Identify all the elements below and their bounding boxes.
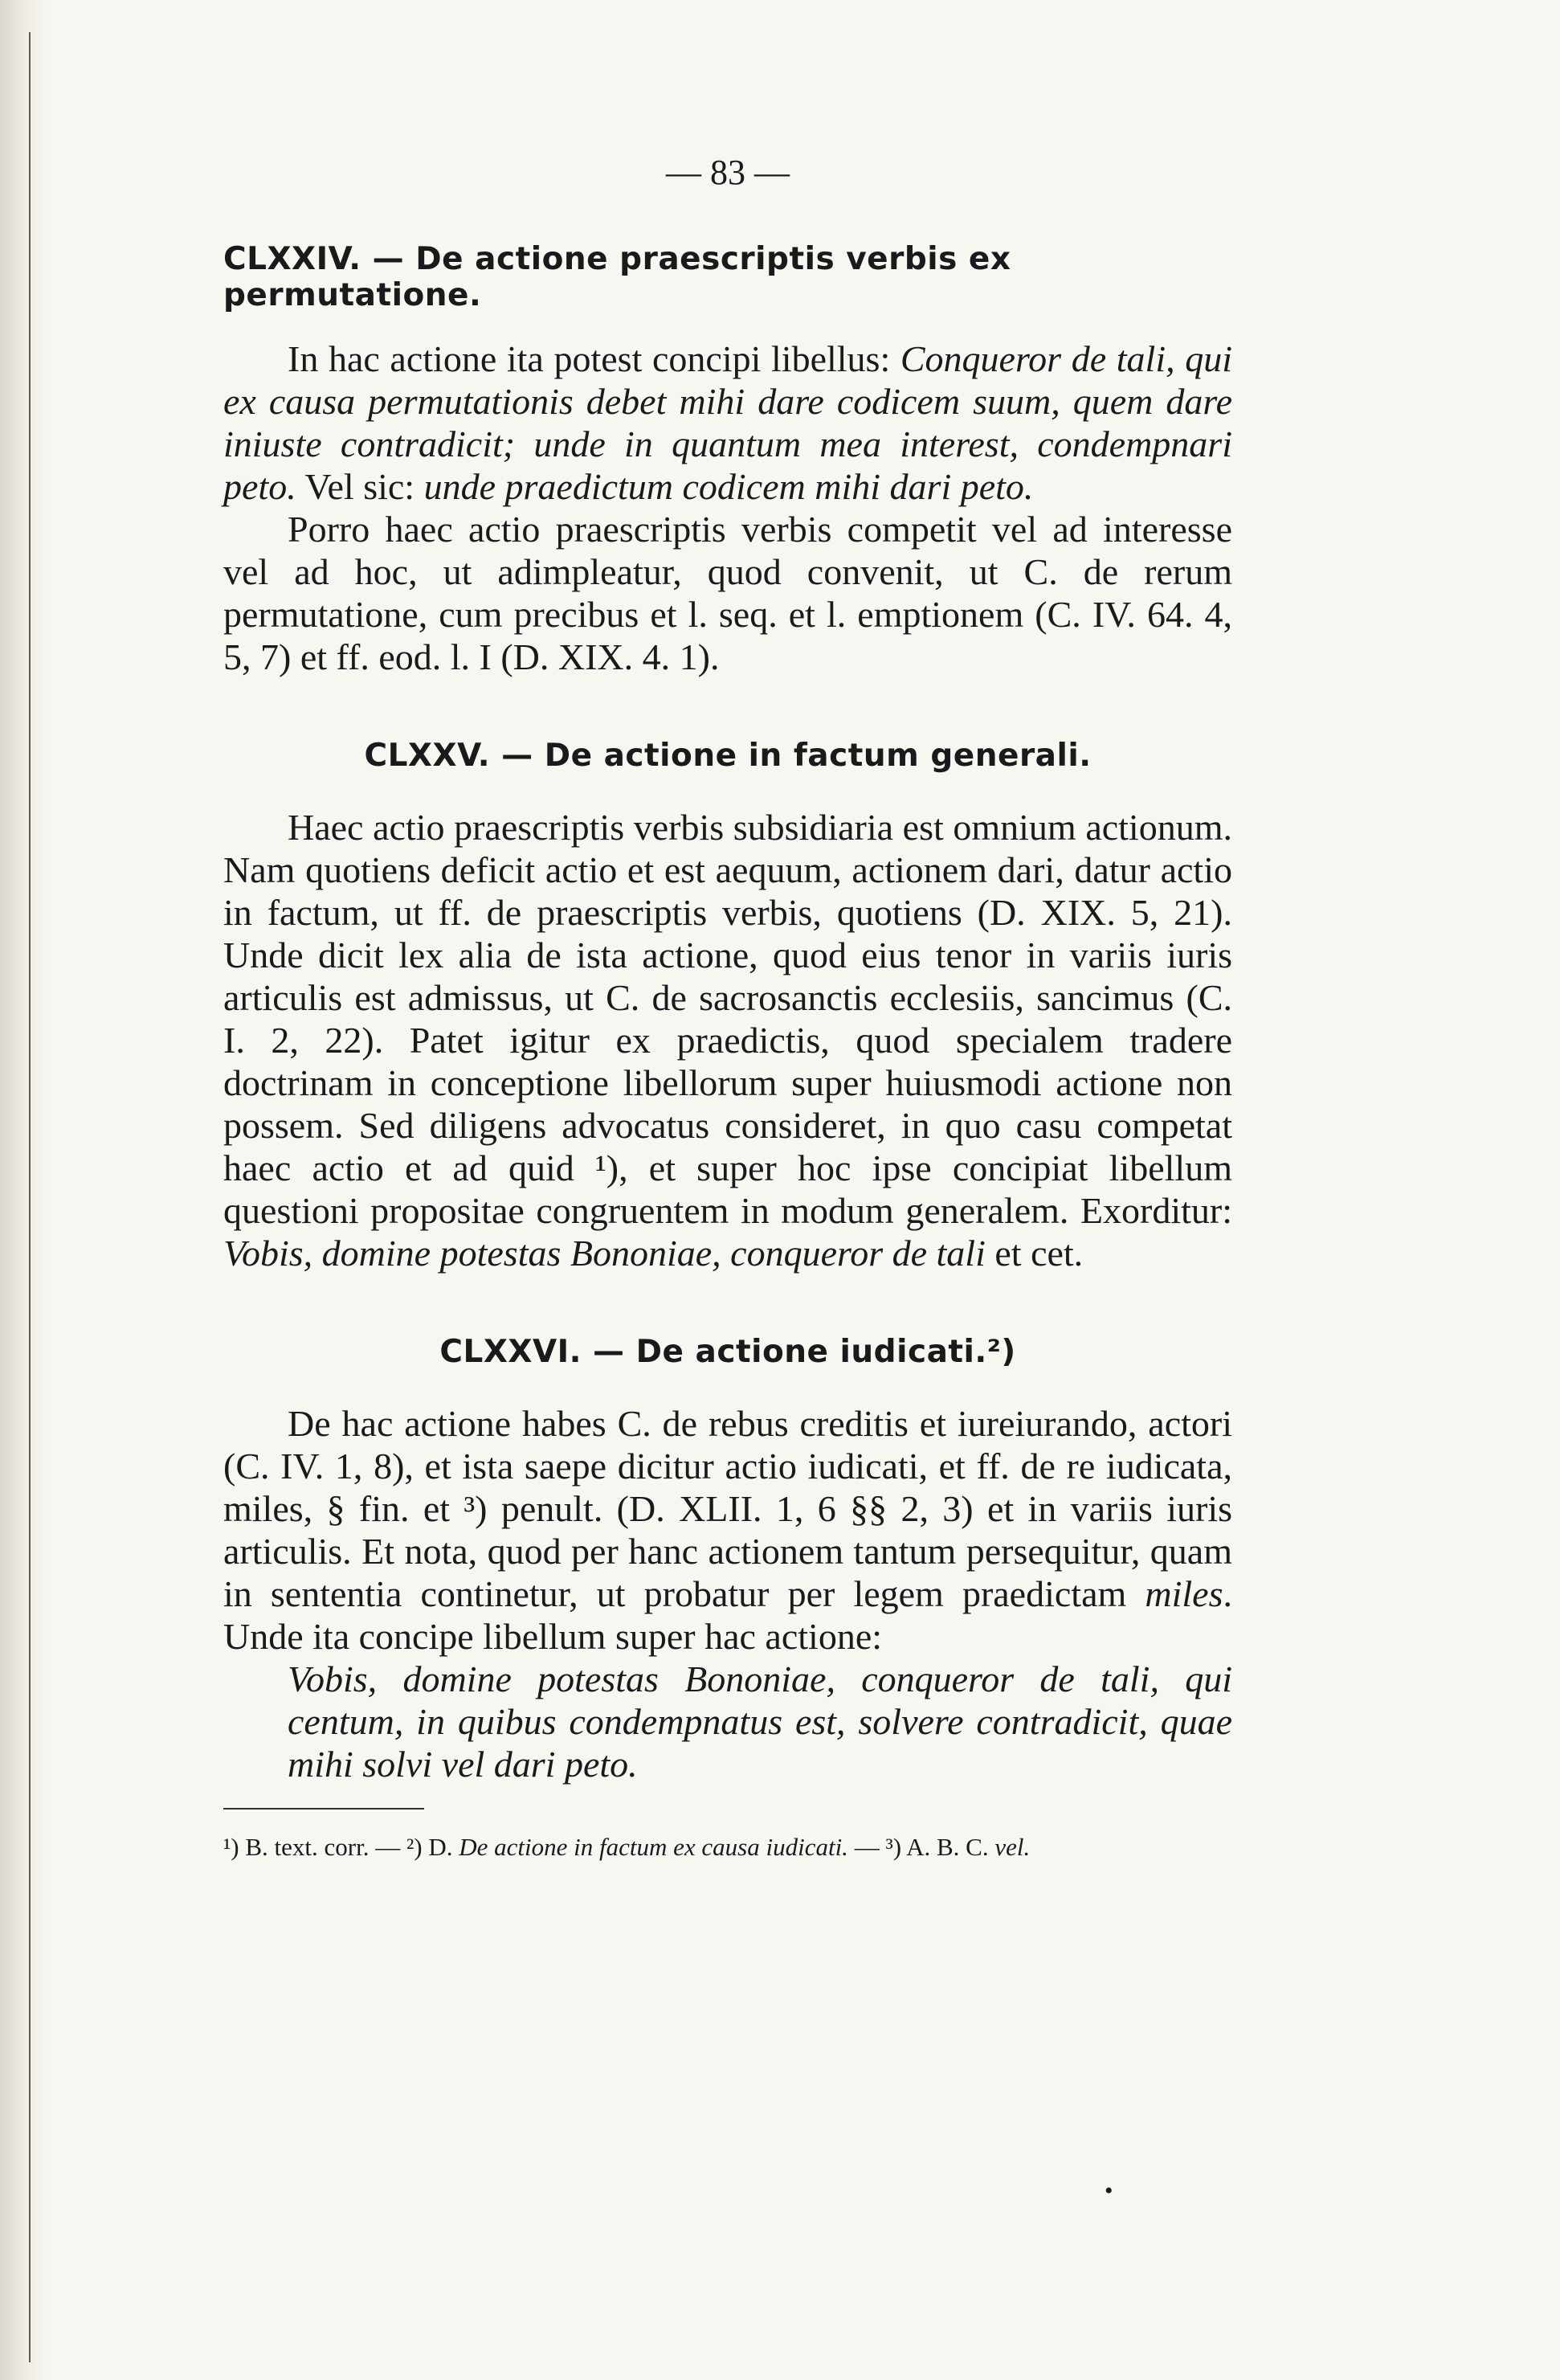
section-clxxiv — [223, 241, 1232, 678]
section-clxxv — [223, 738, 1232, 1274]
footnotes — [223, 1808, 1232, 1867]
footnote-3-italic: vel. — [994, 1833, 1031, 1861]
formula-italic: Vobis, domine potestas Bononiae, conqueror de tali — [223, 1233, 986, 1274]
paragraph-clxxvi-formula — [223, 1658, 1232, 1785]
footnote-3: — ³) A. B. C. — [847, 1833, 995, 1861]
paragraph-clxxv-1 — [223, 806, 1232, 1274]
text-run: et cet. — [985, 1233, 1084, 1274]
footnote-2: ²) D. — [406, 1833, 459, 1861]
footnote-2-italic: De actione in factum ex causa iudicati. — [459, 1833, 848, 1861]
section-heading-clxxv: CLXXV. — De actione in factum generali. — [364, 738, 1092, 774]
paragraph-clxxiv-1 — [223, 337, 1232, 508]
page-number: — 83 — — [666, 153, 790, 192]
formula-italic: Vobis, domine potestas Bononiae, conqueror de tali, qui centum, in quibus condempnatus est, solvere contradicit, quae mihi solvi vel dari peto. — [288, 1658, 1232, 1785]
formula-italic: Conqueror de tali, qui ex causa permutationis debet mihi dare codicem suum, quem dare iniuste contradicit; unde in quantum mea interest, condempnari peto. — [223, 338, 1233, 507]
formula-italic: miles — [1145, 1573, 1223, 1614]
text-run: De hac actione habes C. de rebus creditis et iureiurando, actori (C. IV. 1, 8), et ista saepe dicitur actio iudicati, et ff. de re iudicata, miles, § fin. et ³) penult. (D. XLII. 1, 6 §§ 2, 3) et in variis iuris articulis. Et nota, quod per hanc actionem tantum persequitur, quam in sententia continetur, ut probatur per legem praedictam — [223, 1403, 1232, 1614]
text-run: . Unde ita concipe libellum super hac actione: — [223, 1573, 1232, 1657]
paragraph-clxxiv-2: Porro haec actio praescriptis verbis competit vel ad interesse vel ad hoc, ut adimpleatur, quod convenit, ut C. de rerum permutatione, cum precibus et l. seq. et l. emptionem (C. IV. 64. 4, 5, 7) et ff. eod. l. I (D. XIX. 4. 1). — [223, 509, 1232, 677]
book-page — [223, 145, 1232, 1867]
section-heading-clxxiv: CLXXIV. — De actione praescriptis verbis ex permutatione. — [223, 241, 1011, 313]
formula-italic: unde praedictum codicem mihi dari peto. — [423, 466, 1034, 507]
paragraph-clxxvi-1 — [223, 1402, 1232, 1658]
footnote-rule — [223, 1808, 424, 1810]
text-run: Vel sic: — [296, 466, 424, 507]
section-heading-clxxvi: CLXXVI. — De actione iudicati.²) — [439, 1334, 1016, 1370]
text-run: Haec actio praescriptis verbis subsidiaria est omnium actionum. Nam quotiens deficit actio et est aequum, actionem dari, datur actio in factum, ut ff. de praescriptis verbis, quotiens (D. XIX. 5, 21). Unde dicit lex alia de ista actione, quod eius tenor in variis iuris articulis est admissus, ut C. de sacrosanctis ecclesiis, sancimus (C. I. 2, 22). Patet igitur ex praedictis, quod specialem tradere doctrinam in conceptione libellorum super huiusmodi actione non possem. Sed diligens advocatus consideret, in quo casu competat haec actio et ad quid ¹), et super hoc ipse concipiat libellum questioni propositae congruentem in modum generalem. Exorditur: — [223, 807, 1232, 1231]
page-binding-edge — [29, 32, 31, 2362]
section-clxxvi — [223, 1334, 1232, 1785]
footnote-1: ¹) B. text. corr. — — [223, 1833, 406, 1861]
text-run: In hac actione ita potest concipi libellus: — [288, 338, 900, 379]
page-binding-shadow — [0, 0, 48, 2380]
footnote-text — [223, 1827, 1232, 1867]
stray-mark: • — [1105, 2178, 1113, 2204]
